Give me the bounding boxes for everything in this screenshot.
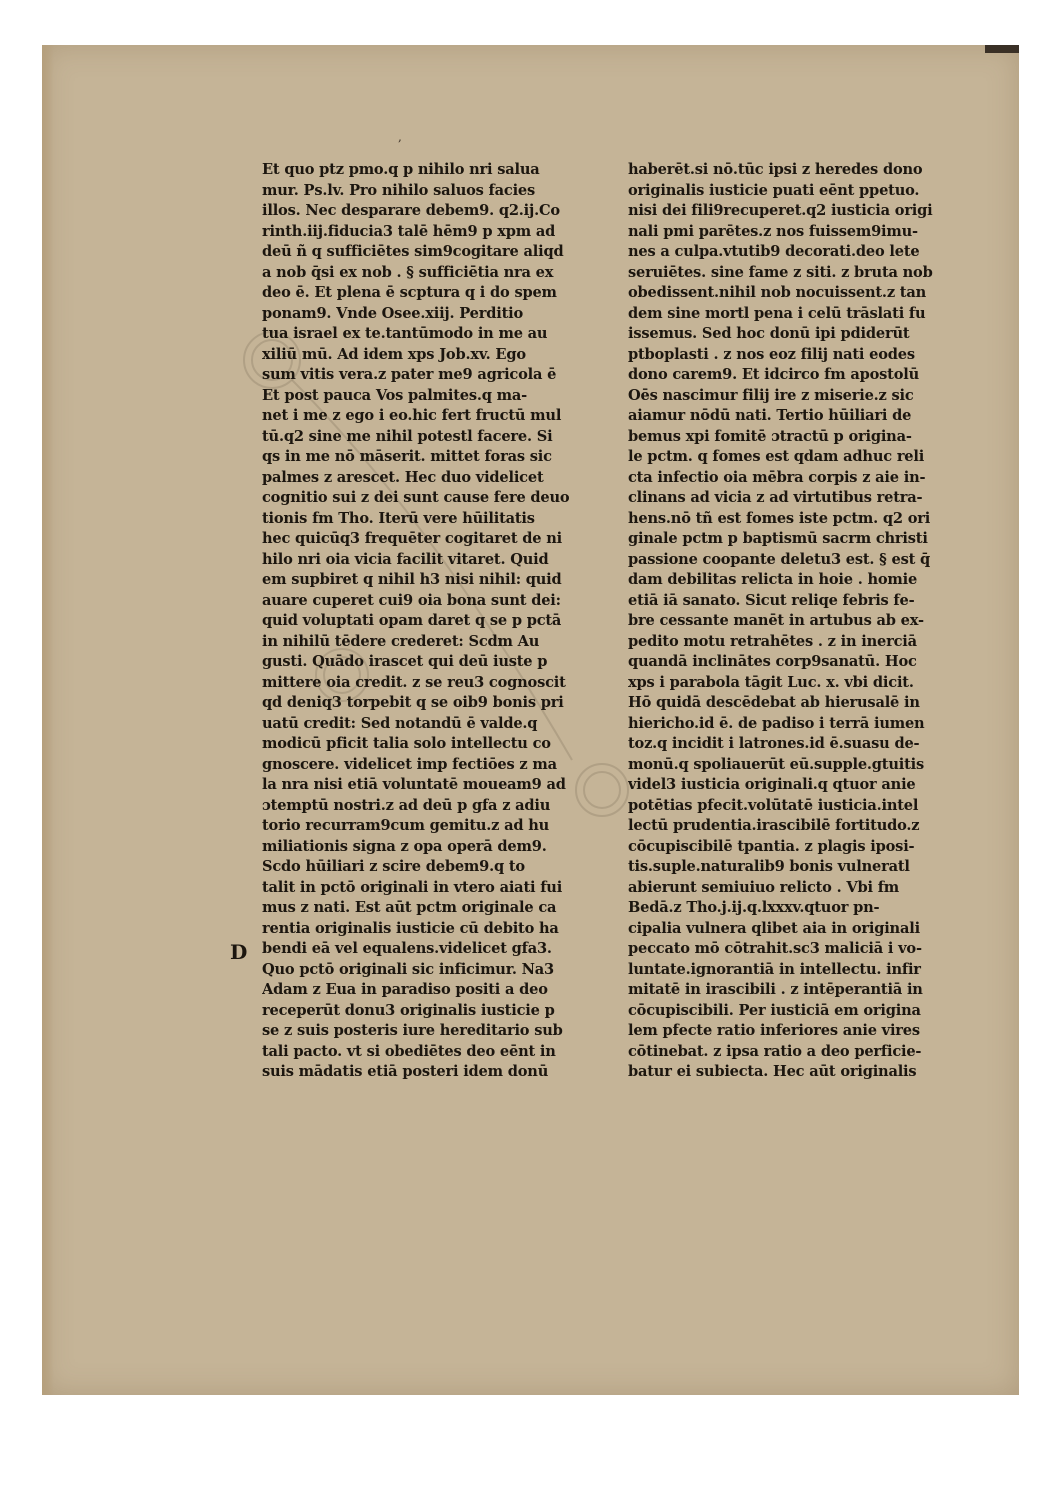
text-line: cōcupiscibili. Per iusticiā em origina — [628, 1001, 921, 1019]
text-line: nali pmi parētes.z nos fuissem9imu- — [628, 222, 918, 240]
text-line: dam debilitas relicta in hoie . homie — [628, 571, 918, 588]
text-line: Et post pauca Vos palmites.q ma- — [262, 386, 527, 404]
text-line: obedissent.nihil nob nocuissent.z tan — [628, 284, 926, 301]
text-line: quid voluptati opam daret q se p pctā — [262, 612, 562, 629]
text-line: potētias pfecit.volūtatē iusticia.intel — [628, 796, 919, 814]
text-line: le pctm. q fomes est qdam adhuc reli — [628, 448, 925, 465]
text-line: Adam z Eua in paradiso positi a deo — [262, 981, 548, 998]
text-line: ginale pctm p baptismū sacrm christi — [628, 530, 928, 547]
text-line: sum vitis vera.z pater me9 agricola ē — [262, 366, 557, 383]
text-line: Et quo ptz pmo.q p nihilo nri salua — [262, 161, 540, 178]
text-line: suis mādatis etiā posteri idem donū — [262, 1063, 549, 1080]
text-line: tua israel ex te.tantūmodo in me au — [262, 325, 548, 342]
text-line: xps i parabola tāgit Luc. x. vbi dicit. — [628, 673, 914, 691]
text-line: qd deniq3 torpebit q se oib9 bonis pri — [262, 694, 564, 711]
text-line: illos. Nec desparare debem9. q2.ij.Co — [262, 202, 560, 219]
text-line: bemus xpi fomitē ɔtractū p origina- — [628, 427, 912, 445]
text-line: mitatē in irascibili . z intēperantiā in — [628, 981, 923, 998]
text-line: tali pacto. vt si obediētes deo eēnt in — [262, 1042, 556, 1060]
text-line: Oēs nascimur filij ire z miserie.z sic — [628, 386, 914, 404]
text-line: mus z nati. Est aūt pctm originale ca — [262, 899, 557, 916]
text-line: bendi eā vel equalens.videlicet gfa3. — [262, 940, 552, 957]
text-line: auare cuperet cui9 oia bona sunt dei: — [262, 591, 561, 609]
text-line: Bedā.z Tho.j.ij.q.lxxxv.qtuor pn- — [628, 899, 880, 916]
text-line: mittere oia credit. z se reu3 cognoscit — [262, 673, 566, 691]
text-line: hec quicūq3 frequēter cogitaret de ni — [262, 530, 562, 547]
text-line: luntate.ignorantiā in intellectu. infir — [628, 960, 921, 978]
text-line: bre cessante manēt in artubus ab ex- — [628, 612, 924, 629]
text-line: la nra nisi etiā voluntatē moueam9 ad — [262, 776, 566, 793]
text-line: dono carem9. Et idcirco fm apostolū — [628, 366, 919, 383]
text-line: hiericho.id ē. de padiso i terrā iumen — [628, 714, 925, 732]
text-line: clinans ad vicia z ad virtutibus retra- — [628, 489, 923, 506]
text-line: toz.q incidit i latrones.id ē.suasu de- — [628, 735, 920, 752]
text-line: etiā iā sanato. Sicut reliqe febris fe- — [628, 591, 915, 609]
text-line: torio recurram9cum gemitu.z ad hu — [262, 817, 550, 834]
text-line: em supbiret q nihil h3 nisi nihil: quid — [262, 571, 562, 588]
text-line: mur. Ps.lv. Pro nihilo saluos facies — [262, 181, 536, 199]
text-line: aiamur nōdū nati. Tertio hūiliari de — [628, 407, 912, 424]
text-line: originalis iusticie puati eēnt ppetuo. — [628, 181, 920, 199]
text-line: pedito motu retrahētes . z in inerciā — [628, 632, 917, 650]
text-line: a nob q̄si ex nob . § sufficiētia nra ex — [262, 263, 554, 281]
text-line: deū ñ q sufficiētes sim9cogitare aliqd — [262, 243, 564, 260]
margin-mark: , — [398, 130, 402, 144]
text-line: talit in pctō originali in vtero aiati fui — [262, 878, 563, 896]
text-line: videl3 iusticia originali.q qtuor anie — [628, 776, 916, 793]
text-line: quandā inclinātes corp9sanatū. Hoc — [628, 653, 917, 670]
text-line: tis.suple.naturalib9 bonis vulneratl — [628, 858, 910, 875]
left-text-column — [262, 160, 607, 1083]
text-line: issemus. Sed hoc donū ipi pdiderūt — [628, 325, 910, 342]
text-line: net i me z ego i eo.hic fert fructū mul — [262, 407, 562, 424]
text-line: cōtinebat. z ipsa ratio a deo perficie- — [628, 1042, 922, 1060]
text-line: ponam9. Vnde Osee.xiij. Perditio — [262, 304, 523, 322]
text-line: Hō quidā descēdebat ab hierusalē in — [628, 694, 920, 711]
text-line: Quo pctō originali sic inficimur. Na3 — [262, 960, 554, 978]
text-line: rinth.iij.fiducia3 talē hēm9 p xpm ad — [262, 222, 556, 240]
text-line: uatū credit: Sed notandū ē valde.q — [262, 714, 538, 732]
text-line: peccato mō cōtrahit.sc3 maliciā i vo- — [628, 940, 922, 957]
text-line: tionis fm Tho. Iterū vere hūilitatis — [262, 509, 535, 527]
text-line: hens.nō tñ est fomes iste pctm. q2 ori — [628, 509, 931, 527]
margin-paragraph-letter: D — [230, 940, 248, 964]
text-line: gusti. Quādo irascet qui deū iuste p — [262, 653, 548, 670]
text-line: cipalia vulnera qlibet aia in originali — [628, 919, 920, 937]
text-line: gnoscere. videlicet imp fectiōes z ma — [262, 755, 557, 773]
text-line: cōcupiscibilē tpantia. z plagis iposi- — [628, 837, 915, 855]
text-line: batur ei subiecta. Hec aūt originalis — [628, 1063, 917, 1080]
text-line: lem pfecte ratio inferiores anie vires — [628, 1022, 920, 1039]
text-line: cta infectio oia mēbra corpis z aie in- — [628, 468, 926, 486]
text-line: haberēt.si nō.tūc ipsi z heredes dono — [628, 161, 923, 178]
right-text-column — [628, 160, 973, 1083]
text-line: passione coopante deletu3 est. § est q̄ — [628, 550, 931, 568]
page-binding-edge — [42, 45, 54, 1395]
text-line: abierunt semiuiuo relicto . Vbi fm — [628, 878, 900, 896]
text-line: modicū pficit talia solo intellectu co — [262, 735, 551, 752]
text-line: hilo nri oia vicia facilit vitaret. Quid — [262, 550, 549, 568]
text-line: dem sine mortl pena i celū trāslati fu — [628, 304, 926, 322]
text-line: in nihilū tēdere crederet: Scdm Au — [262, 632, 540, 650]
text-line: monū.q spoliauerūt eū.supple.gtuitis — [628, 755, 924, 773]
text-line: cognitio sui z dei sunt cause fere deuo — [262, 489, 570, 506]
text-line: seruiētes. sine fame z siti. z bruta nob — [628, 263, 933, 281]
page-corner-shadow — [985, 45, 1019, 53]
text-line: palmes z arescet. Hec duo videlicet — [262, 468, 544, 486]
text-line: rentia originalis iusticie cū debito ha — [262, 919, 559, 937]
text-line: lectū prudentia.irascibilē fortitudo.z — [628, 817, 920, 834]
text-line: ɔtemptū nostri.z ad deū p gfa z adiu — [262, 796, 551, 814]
text-line: ptboplasti . z nos eoz filij nati eodes — [628, 345, 915, 363]
text-line: receperūt donu3 originalis iusticie p — [262, 1001, 555, 1019]
text-line: nisi dei fili9recuperet.q2 iusticia origi — [628, 202, 933, 219]
text-line: se z suis posteris iure hereditario sub — [262, 1022, 563, 1039]
text-line: tū.q2 sine me nihil potestl facere. Si — [262, 427, 553, 445]
text-line: nes a culpa.vtutib9 decorati.deo lete — [628, 243, 920, 260]
text-line: qs in me nō māserit. mittet foras sic — [262, 448, 552, 465]
text-line: Scdo hūiliari z scire debem9.q to — [262, 858, 525, 875]
text-line: xiliū mū. Ad idem xps Job.xv. Ego — [262, 345, 526, 363]
text-line: deo ē. Et plena ē scptura q i do spem — [262, 284, 557, 301]
text-line: miliationis signa z opa operā dem9. — [262, 837, 547, 855]
